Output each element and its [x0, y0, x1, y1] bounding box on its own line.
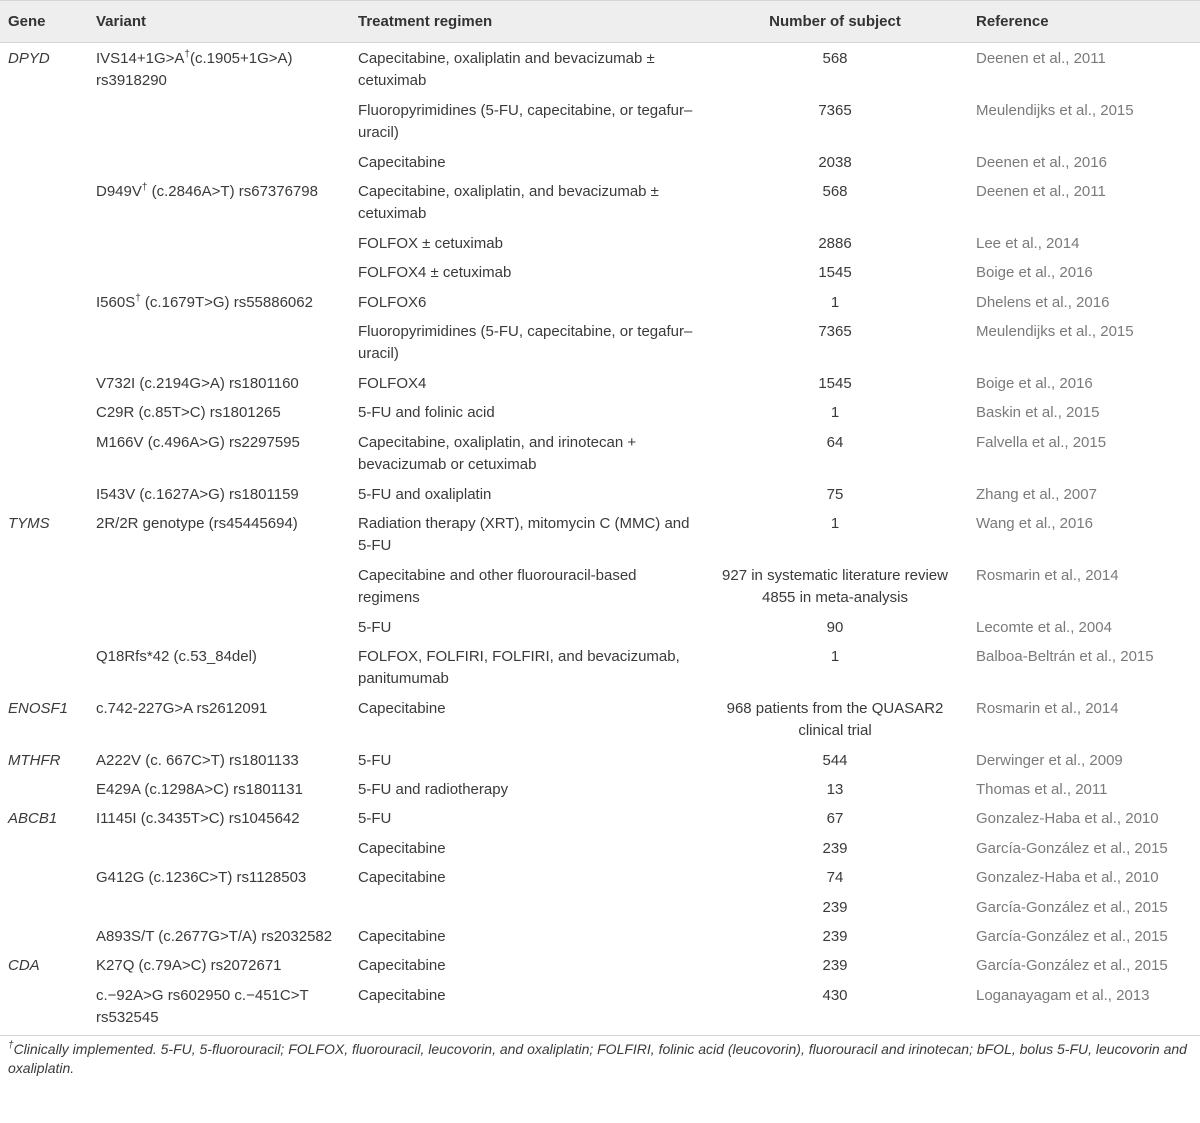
cell-reference: Derwinger et al., 2009	[976, 751, 1123, 769]
cell-gene	[0, 289, 88, 318]
cell-variant	[88, 97, 350, 149]
table-row	[0, 864, 1200, 893]
table-row	[0, 429, 1200, 481]
cell-gene	[0, 149, 88, 178]
variant-name: G412G (c.1236C>T) rs1128503	[96, 869, 307, 887]
cell-reference: Thomas et al., 2011	[976, 780, 1108, 798]
cell-variant	[88, 695, 350, 747]
cell-number: 239	[822, 839, 848, 857]
table-row	[0, 643, 1200, 695]
cell-gene: TYMS	[8, 514, 50, 532]
table-row	[0, 562, 1200, 614]
cell-reference: Loganayagam et al., 2013	[976, 986, 1150, 1004]
table-row	[0, 695, 1200, 747]
variant-name: C29R (c.85T>C) rs1801265	[96, 404, 281, 422]
cell-gene: CDA	[8, 957, 40, 975]
variant-name: 2R/2R genotype (rs45445694)	[96, 514, 298, 532]
cell-variant	[88, 923, 350, 952]
cell-gene	[0, 318, 88, 370]
variant-name: E429A (c.1298A>C) rs1801131	[96, 780, 303, 798]
cell-variant	[88, 370, 350, 399]
table-row	[0, 43, 1200, 97]
cell-gene: ENOSF1	[8, 699, 69, 717]
table-row	[0, 399, 1200, 428]
cell-variant	[88, 562, 350, 614]
variant-name: A893S/T (c.2677G>T/A) rs2032582	[96, 928, 333, 945]
header-variant: Variant	[88, 1, 350, 43]
cell-variant	[88, 429, 350, 481]
cell-regimen: 5-FU	[358, 618, 392, 636]
cell-number: 968 patients from the QUASAR2 clinical trial	[726, 699, 944, 740]
variant-detail: (c.1679T>G) rs55886062	[140, 293, 313, 311]
cell-gene	[0, 864, 88, 893]
cell-variant	[88, 43, 350, 97]
cell-number: 13	[826, 780, 844, 798]
table-row	[0, 805, 1200, 834]
cell-reference: García-González et al., 2015	[976, 928, 1168, 945]
cell-number: 430	[822, 986, 848, 1004]
table-row	[0, 982, 1200, 1035]
header-row	[0, 1, 1200, 43]
cell-gene	[0, 429, 88, 481]
cell-regimen: Capecitabine	[358, 928, 446, 945]
cell-regimen: Capecitabine	[358, 957, 446, 975]
cell-variant	[88, 643, 350, 695]
cell-reference: Deenen et al., 2011	[976, 183, 1106, 201]
table-row	[0, 747, 1200, 776]
cell-regimen: FOLFOX4	[358, 374, 427, 392]
cell-number: 1545	[818, 374, 852, 392]
cell-regimen: Capecitabine	[358, 839, 446, 857]
cell-variant	[88, 149, 350, 178]
cell-regimen: Capecitabine	[358, 869, 446, 887]
cell-number: 927 in systematic literature review 4855 in meta-analysis	[722, 566, 948, 607]
cell-reference: Gonzalez-Haba et al., 2010	[976, 869, 1159, 887]
cell-regimen	[350, 894, 702, 923]
cell-regimen: 5-FU	[358, 810, 392, 828]
cell-regimen: 5-FU and folinic acid	[358, 404, 495, 422]
cell-regimen: Radiation therapy (XRT), mitomycin C (MMC) and 5-FU	[358, 514, 690, 555]
cell-regimen: Capecitabine and other fluorouracil-based regimens	[358, 566, 637, 607]
variant-name: I543V (c.1627A>G) rs1801159	[96, 485, 299, 503]
cell-number: 1	[830, 514, 840, 532]
variant-name: A222V (c. 667C>T) rs1801133	[96, 751, 299, 769]
table-row	[0, 923, 1200, 952]
cell-reference: Deenen et al., 2011	[976, 50, 1106, 67]
cell-number: 239	[822, 898, 848, 916]
table-row	[0, 481, 1200, 510]
cell-number: 2886	[818, 234, 852, 252]
cell-variant	[88, 864, 350, 893]
table-row	[0, 835, 1200, 864]
cell-reference: Meulendijks et al., 2015	[976, 323, 1134, 341]
cell-gene	[0, 481, 88, 510]
cell-variant	[88, 982, 350, 1035]
cell-variant	[88, 399, 350, 428]
cell-gene	[0, 643, 88, 695]
cell-number: 67	[826, 810, 844, 828]
cell-gene	[0, 562, 88, 614]
cell-reference: Rosmarin et al., 2014	[976, 566, 1119, 584]
cell-variant	[88, 318, 350, 370]
variant-name: I1145I (c.3435T>C) rs1045642	[96, 810, 300, 828]
table-row	[0, 97, 1200, 149]
cell-gene	[0, 399, 88, 428]
cell-variant	[88, 481, 350, 510]
cell-regimen: 5-FU and radiotherapy	[358, 780, 509, 798]
cell-variant	[88, 835, 350, 864]
table-row	[0, 149, 1200, 178]
clinically-implemented-dagger: †	[135, 292, 141, 304]
header-reference: Reference	[968, 1, 1200, 43]
cell-gene	[0, 230, 88, 259]
cell-gene	[0, 982, 88, 1035]
table-row	[0, 259, 1200, 288]
variant-detail: (c.2846A>T) rs67376798	[147, 183, 318, 201]
cell-number: 90	[826, 618, 844, 636]
cell-number: 1	[830, 647, 840, 665]
cell-regimen: FOLFOX6	[358, 293, 427, 311]
cell-gene	[0, 835, 88, 864]
cell-regimen: Fluoropyrimidines (5-FU, capecitabine, or tegafur–uracil)	[358, 101, 693, 142]
cell-gene	[0, 614, 88, 643]
cell-variant	[88, 952, 350, 981]
cell-number: 7365	[818, 323, 852, 341]
table-row	[0, 776, 1200, 805]
cell-gene	[0, 259, 88, 288]
cell-number: 2038	[818, 153, 852, 171]
variant-name: V732I (c.2194G>A) rs1801160	[96, 374, 299, 392]
header-gene: Gene	[0, 1, 88, 43]
cell-reference: Falvella et al., 2015	[976, 433, 1107, 451]
cell-number: 239	[822, 928, 848, 945]
cell-number: 568	[822, 50, 848, 67]
cell-reference: Gonzalez-Haba et al., 2010	[976, 810, 1159, 828]
cell-regimen: Capecitabine, oxaliplatin and bevacizumab ± cetuximab	[358, 50, 655, 90]
header-number: Number of subject	[702, 1, 968, 43]
cell-variant	[88, 776, 350, 805]
table-row	[0, 894, 1200, 923]
table-row	[0, 178, 1200, 230]
cell-reference: Boige et al., 2016	[976, 264, 1093, 282]
variant-name: M166V (c.496A>G) rs2297595	[96, 433, 300, 451]
cell-regimen: Capecitabine	[358, 986, 446, 1004]
cell-reference: Lecomte et al., 2004	[976, 618, 1112, 636]
clinically-implemented-dagger: †	[184, 49, 190, 60]
cell-regimen: Capecitabine	[358, 699, 446, 717]
clinically-implemented-dagger: †	[141, 182, 148, 194]
variant-name: K27Q (c.79A>C) rs2072671	[96, 957, 282, 975]
cell-gene	[0, 370, 88, 399]
cell-gene	[0, 894, 88, 923]
cell-reference: García-González et al., 2015	[976, 839, 1168, 857]
cell-number: 1	[830, 293, 840, 311]
cell-variant	[88, 894, 350, 923]
table-row	[0, 318, 1200, 370]
cell-reference: Dhelens et al., 2016	[976, 293, 1110, 311]
cell-reference: Wang et al., 2016	[976, 514, 1094, 532]
variant-name: Q18Rfs*42 (c.53_84del)	[96, 647, 257, 665]
footnote-text: Clinically implemented. 5-FU, 5-fluorouracil; FOLFOX, fluorouracil, leucovorin, and oxaliplatin; FOLFIRI, folinic acid (leucovorin), fluorouracil and irinotecan; bFOL, bolus 5-FU, leucovorin and oxaliplatin.	[8, 1040, 1187, 1077]
cell-variant	[88, 805, 350, 834]
cell-variant	[88, 178, 350, 230]
cell-regimen: FOLFOX4 ± cetuximab	[358, 264, 512, 282]
cell-variant	[88, 230, 350, 259]
cell-regimen: Capecitabine, oxaliplatin, and bevacizumab ± cetuximab	[358, 183, 659, 223]
table-body	[0, 43, 1200, 1035]
header-regimen: Treatment regimen	[350, 1, 702, 43]
cell-reference: García-González et al., 2015	[976, 957, 1168, 975]
variant-name: D949V	[96, 183, 142, 201]
cell-regimen: 5-FU	[358, 751, 392, 769]
footnote-dagger: †	[8, 1039, 14, 1051]
variant-name: c.742-227G>A rs2612091	[96, 699, 268, 717]
cell-reference: Lee et al., 2014	[976, 234, 1080, 252]
cell-gene: MTHFR	[8, 751, 61, 769]
cell-regimen: Capecitabine	[358, 153, 446, 171]
cell-number: 544	[822, 751, 848, 769]
cell-reference: Balboa-Beltrán et al., 2015	[976, 647, 1154, 665]
cell-gene	[0, 97, 88, 149]
cell-number: 568	[822, 183, 848, 201]
cell-reference: Zhang et al., 2007	[976, 485, 1097, 503]
table-row	[0, 370, 1200, 399]
cell-variant	[88, 510, 350, 562]
cell-number: 1545	[818, 264, 852, 282]
table-row	[0, 230, 1200, 259]
cell-reference: Rosmarin et al., 2014	[976, 699, 1119, 717]
table-row	[0, 952, 1200, 981]
cell-regimen: Fluoropyrimidines (5-FU, capecitabine, or tegafur–uracil)	[358, 323, 693, 363]
cell-number: 1	[830, 404, 840, 422]
cell-variant	[88, 289, 350, 318]
cell-reference: Deenen et al., 2016	[976, 153, 1107, 171]
cell-gene: ABCB1	[8, 810, 58, 828]
cell-reference: Baskin et al., 2015	[976, 404, 1100, 422]
variant-name: c.−92A>G rs602950 c.−451C>T rs532545	[96, 986, 309, 1027]
cell-variant	[88, 259, 350, 288]
variant-detail: (c.1905+1G>A) rs3918290	[96, 50, 293, 90]
cell-gene	[0, 776, 88, 805]
variant-name: IVS14+1G>A	[96, 50, 185, 67]
cell-regimen: Capecitabine, oxaliplatin, and irinotecan + bevacizumab or cetuximab	[358, 433, 637, 474]
cell-reference: Meulendijks et al., 2015	[976, 101, 1134, 119]
cell-regimen: 5-FU and oxaliplatin	[358, 485, 492, 503]
table-footnote	[0, 1035, 1200, 1079]
cell-gene: DPYD	[8, 50, 50, 67]
cell-regimen: FOLFOX ± cetuximab	[358, 234, 503, 252]
cell-gene	[0, 923, 88, 952]
variant-name: I560S	[96, 293, 136, 311]
cell-reference: García-González et al., 2015	[976, 898, 1168, 916]
cell-number: 239	[822, 957, 848, 975]
cell-reference: Boige et al., 2016	[976, 374, 1093, 392]
cell-regimen: FOLFOX, FOLFIRI, FOLFIRI, and bevacizumab, panitumumab	[358, 647, 680, 688]
table-row	[0, 289, 1200, 318]
cell-number: 74	[826, 869, 844, 887]
cell-variant	[88, 747, 350, 776]
cell-gene	[0, 178, 88, 230]
table-row	[0, 614, 1200, 643]
table-row	[0, 510, 1200, 562]
cell-variant	[88, 614, 350, 643]
cell-number: 64	[826, 433, 844, 451]
cell-number: 7365	[818, 101, 852, 119]
cell-number: 75	[826, 485, 844, 503]
